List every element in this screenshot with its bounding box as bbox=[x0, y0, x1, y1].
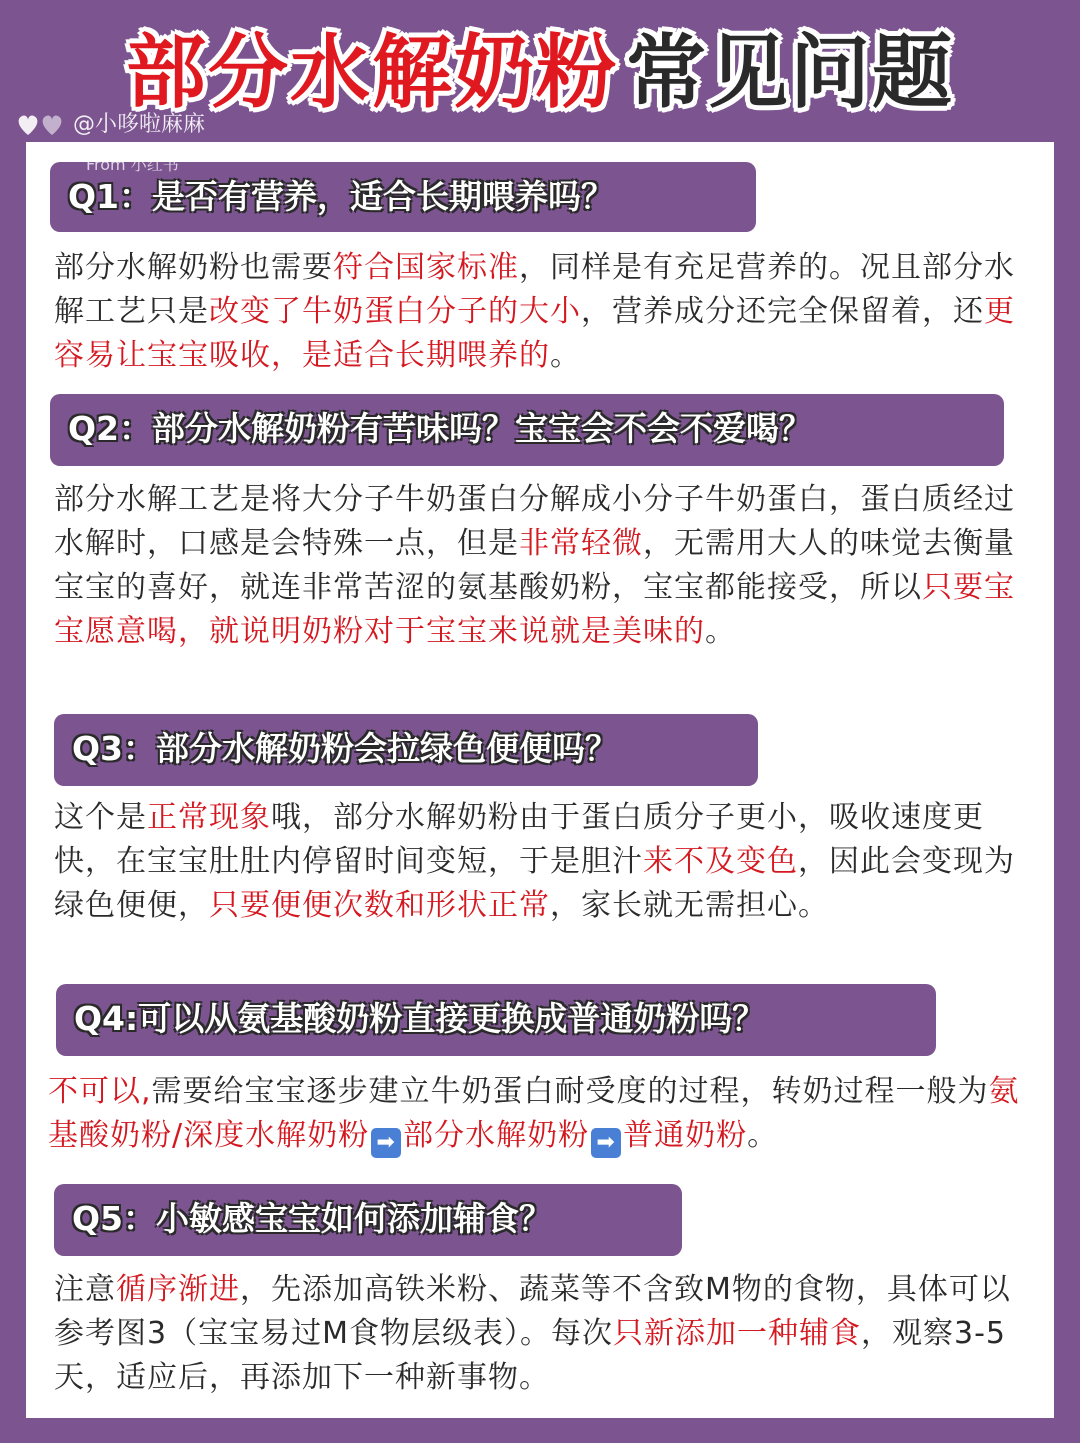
answer-text: 部分水解工艺是将大分子牛奶蛋白分解成小分子牛奶蛋白，蛋白质经过水解时，口感是会特殊一点，但是 bbox=[54, 482, 1015, 561]
answer-5 bbox=[54, 1268, 1034, 1400]
answer-text: 需要给宝宝逐步建立牛奶蛋白耐受度的过程，转奶过程一般为 bbox=[151, 1074, 989, 1109]
right-arrow-icon: ➡ bbox=[371, 1128, 401, 1158]
answer-text: ，营养成分还完全保留着，还 bbox=[581, 294, 984, 329]
highlight-text: 部分水解奶粉 bbox=[403, 1118, 590, 1153]
answer-4 bbox=[48, 1070, 1038, 1158]
highlight-text: 不可以, bbox=[48, 1074, 152, 1109]
highlight-text: 正常现象 bbox=[147, 800, 271, 835]
question-bar-5 bbox=[54, 1184, 682, 1256]
right-arrow-icon: ➡ bbox=[591, 1128, 621, 1158]
answer-text: ，无需用大人的味觉去衡量宝宝的喜好，就连非常苦涩的氨基酸奶粉，宝宝都能接受，所以 bbox=[54, 526, 1015, 605]
answer-text: 。 bbox=[550, 338, 581, 373]
question-1-text: Q1：是否有营养，适合长期喂养吗？ bbox=[68, 177, 615, 216]
answer-3 bbox=[54, 796, 1044, 928]
highlight-text: 符合国家标准 bbox=[333, 250, 519, 285]
answer-text: ，观察3-5天，适应后，再添加下一种新事物。 bbox=[54, 1316, 1006, 1395]
question-bar-4 bbox=[56, 984, 936, 1056]
watermark bbox=[14, 108, 205, 142]
highlight-text: 普通奶粉 bbox=[623, 1118, 748, 1153]
answer-text: ，同样是有充足营养的。况且部分水解工艺只是 bbox=[54, 250, 1015, 329]
watermark-user: @小哆啦麻麻 bbox=[73, 112, 206, 137]
answer-text: 这个是 bbox=[54, 800, 147, 835]
answer-text: 哦，部分水解奶粉由于蛋白质分子更小，吸收速度更快，在宝宝肚肚内停留时间变短，于是胆汁 bbox=[54, 800, 984, 879]
question-bar-2 bbox=[50, 394, 1004, 466]
answer-text: ，家长就无需担心。 bbox=[550, 888, 829, 923]
content-card bbox=[26, 142, 1054, 1418]
answer-1 bbox=[54, 246, 1034, 378]
highlight-text: 只新添加一种辅食 bbox=[612, 1316, 861, 1351]
answer-text: ，因此会变现为绿色便便， bbox=[54, 844, 1015, 923]
title-dark-part: 常见问题 bbox=[626, 26, 954, 119]
highlight-text: 只要便便次数和形状正常 bbox=[209, 888, 550, 923]
highlight-text: 来不及变色 bbox=[643, 844, 798, 879]
answer-text: 部分水解奶粉也需要 bbox=[54, 250, 333, 285]
answer-text: 。 bbox=[747, 1118, 779, 1153]
question-5-text: Q5：小敏感宝宝如何添加辅食？ bbox=[72, 1199, 553, 1238]
answer-text: 。 bbox=[705, 614, 736, 649]
title-red-part: 部分水解奶粉 bbox=[126, 26, 618, 119]
highlight-text: 更容易让宝宝吸收，是适合长期喂养的 bbox=[54, 294, 1015, 373]
highlight-text: 改变了牛奶蛋白分子的大小 bbox=[209, 294, 581, 329]
watermark-source: From 小红书 bbox=[86, 155, 179, 174]
heart-icon bbox=[14, 111, 66, 139]
question-bar-3 bbox=[54, 714, 758, 786]
question-4-text: Q4:可以从氨基酸奶粉直接更换成普通奶粉吗？ bbox=[74, 999, 766, 1038]
highlight-text: 非常轻微 bbox=[519, 526, 643, 561]
highlight-text: 只要宝宝愿意喝，就说明奶粉对于宝宝来说就是美味的 bbox=[54, 570, 1015, 649]
answer-text: ，先添加高铁米粉、蔬菜等不含致M物的食物，具体可以参考图3（宝宝易过M食物层级表）。每次 bbox=[54, 1272, 1011, 1351]
question-2-text: Q2：部分水解奶粉有苦味吗？宝宝会不会不爱喝？ bbox=[68, 409, 813, 448]
highlight-text: 循序渐进 bbox=[116, 1272, 240, 1307]
answer-text: 注意 bbox=[54, 1272, 116, 1307]
question-3-text: Q3：部分水解奶粉会拉绿色便便吗？ bbox=[72, 729, 619, 768]
highlight-text: 氨基酸奶粉/深度水解奶粉 bbox=[48, 1074, 1020, 1153]
answer-2 bbox=[54, 478, 1034, 654]
